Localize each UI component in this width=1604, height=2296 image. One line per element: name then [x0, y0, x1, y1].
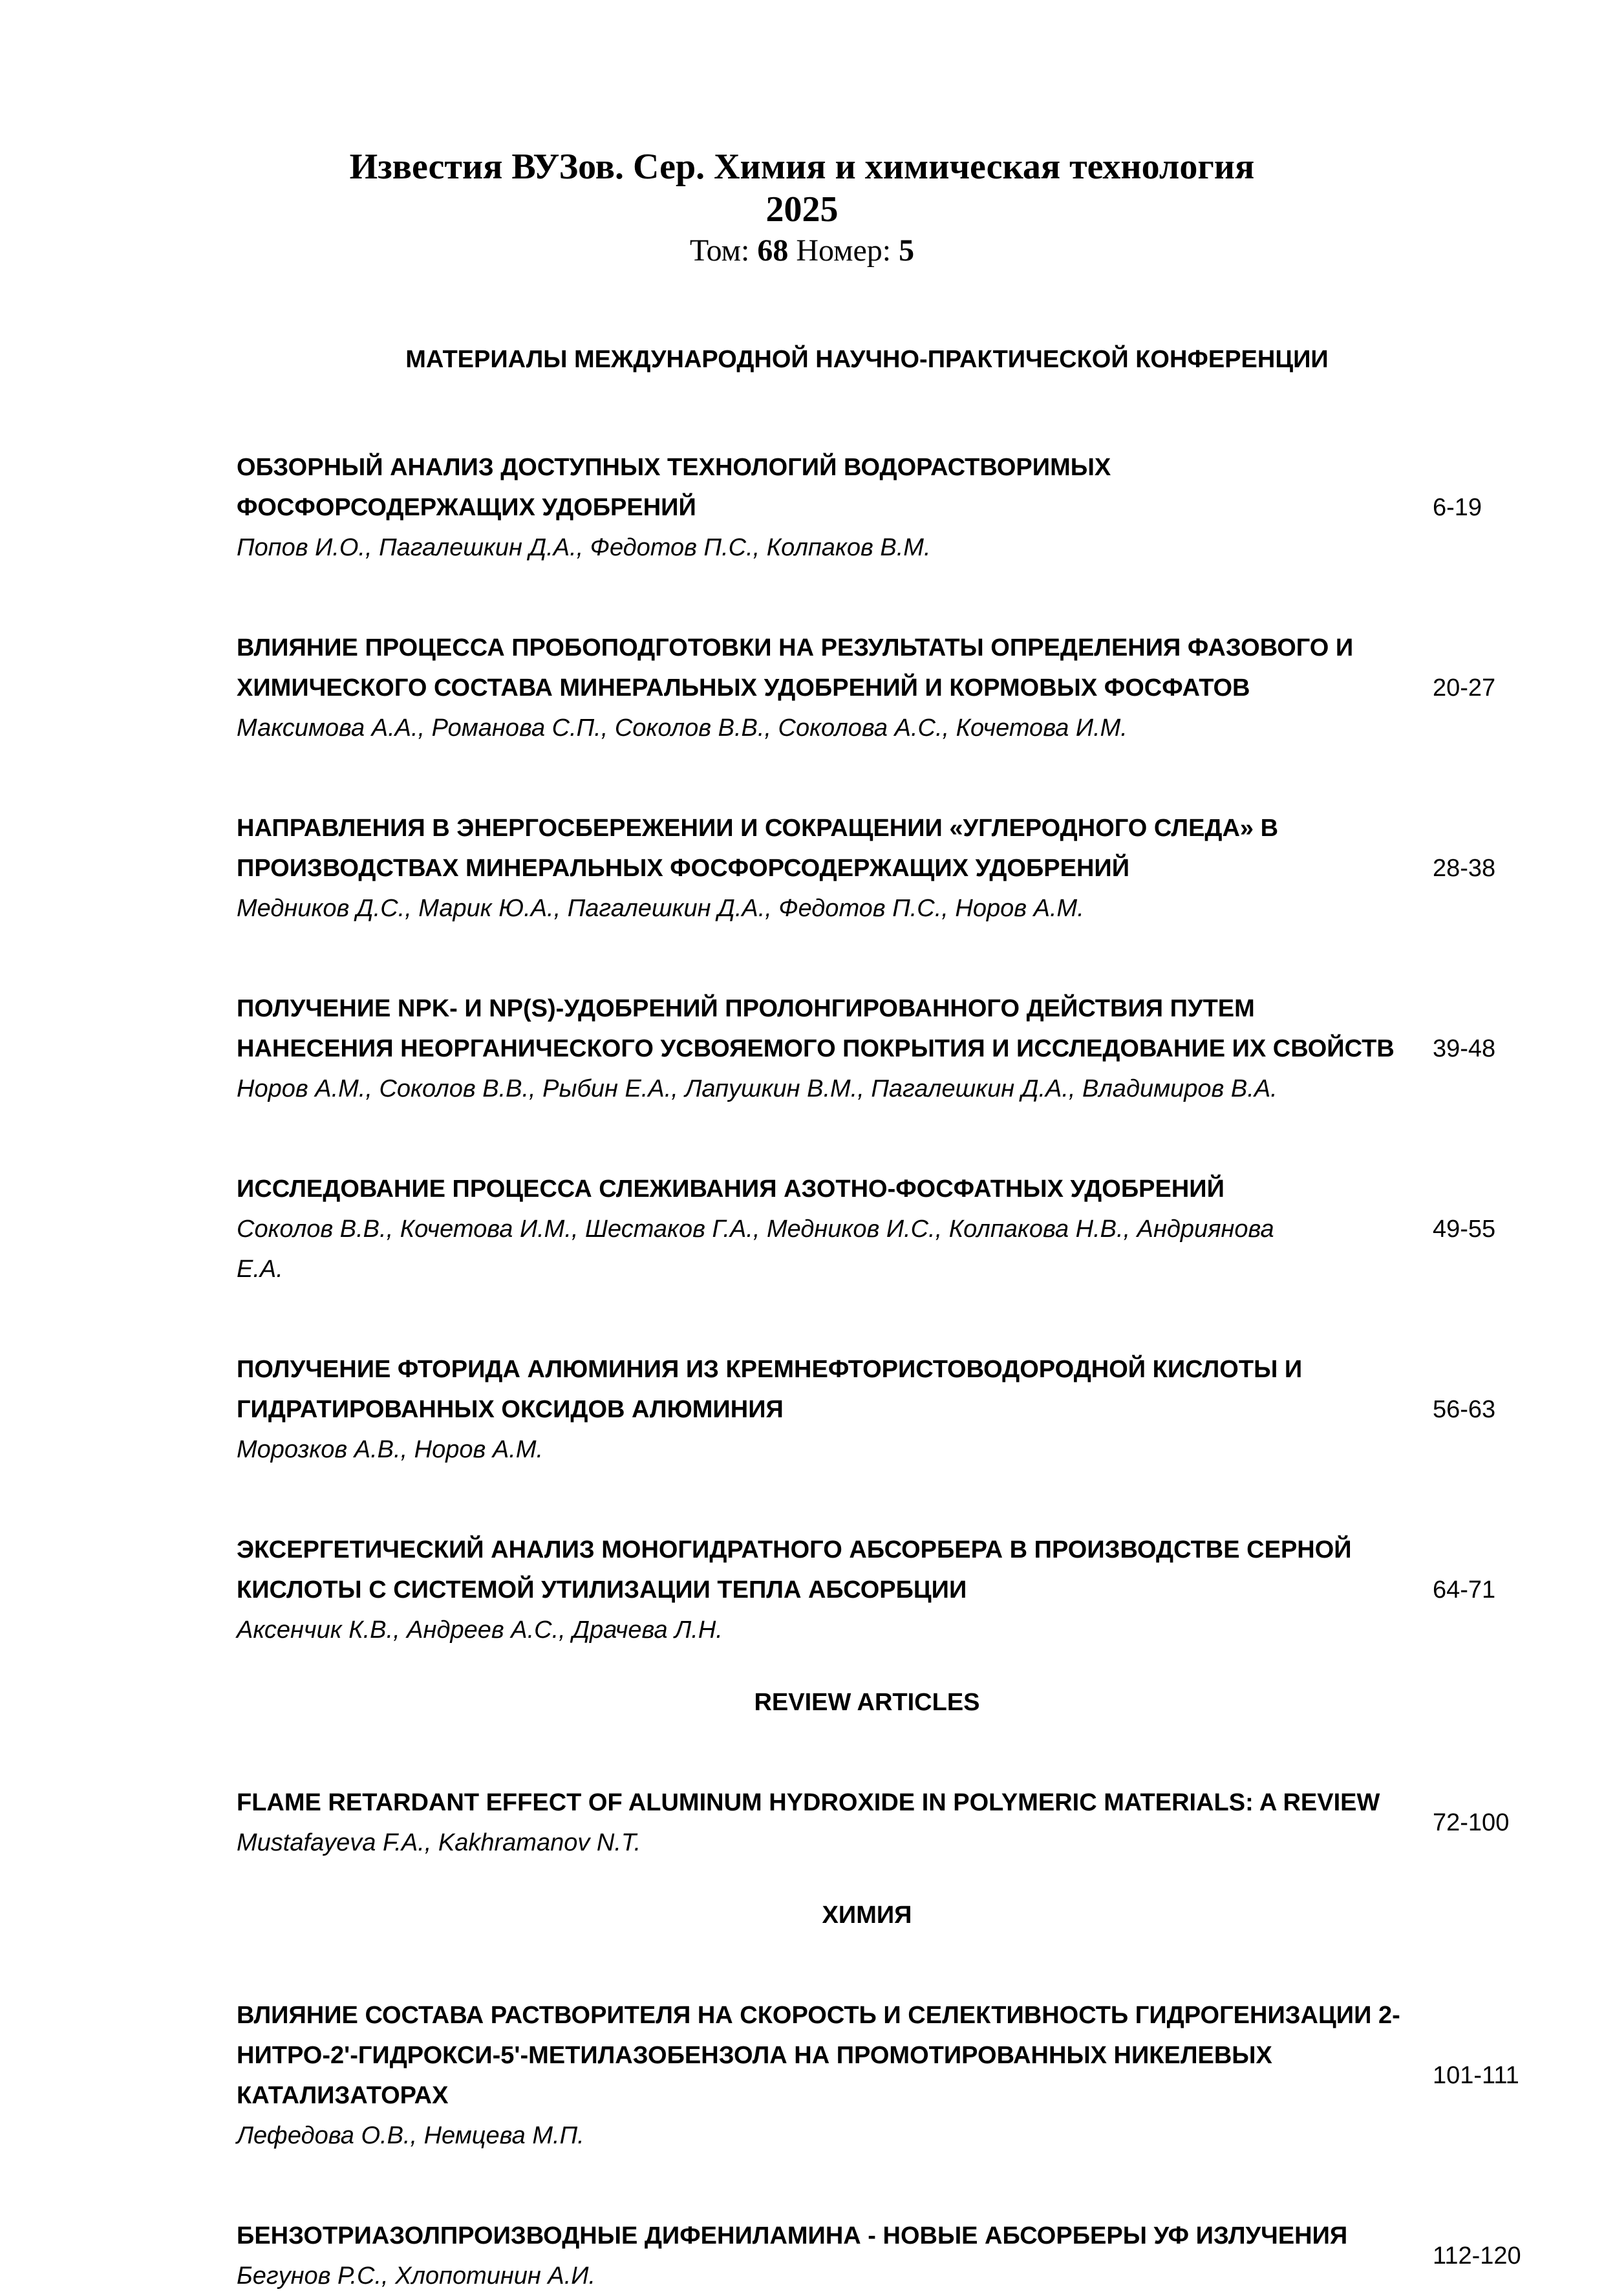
article-authors: Медников Д.С., Марик Ю.А., Пагалешкин Д.А., Федотов П.С., Норов А.М. — [237, 895, 1084, 922]
article-pages: 6-19 — [1433, 494, 1482, 521]
article-title-line[interactable]: КИСЛОТЫ С СИСТЕМОЙ УТИЛИЗАЦИИ ТЕПЛА АБСОРБЦИИ — [237, 1576, 967, 1604]
spacer — [237, 748, 1530, 808]
article-authors: Соколов В.В., Кочетова И.М., Шестаков Г.А., Медников И.С., Колпакова Н.В., Андриянова — [237, 1216, 1274, 1243]
number-value: 5 — [899, 233, 915, 268]
journal-header — [0, 145, 1604, 271]
article-entry[interactable] — [237, 808, 1536, 928]
spacer — [237, 1289, 1530, 1349]
article-pages: 49-55 — [1433, 1216, 1496, 1243]
article-entry[interactable] — [237, 447, 1536, 568]
article-text — [237, 1995, 1417, 2156]
number-label: Номер: — [796, 233, 892, 268]
article-entry[interactable] — [237, 1783, 1536, 1863]
article-title-line[interactable]: ВЛИЯНИЕ СОСТАВА РАСТВОРИТЕЛЯ НА СКОРОСТЬ И СЕЛЕКТИВНОСТЬ ГИДРОГЕНИЗАЦИИ 2- — [237, 2002, 1400, 2029]
article-text — [237, 989, 1417, 1109]
article-title-line[interactable]: ГИДРАТИРОВАННЫХ ОКСИДОВ АЛЮМИНИЯ — [237, 1396, 784, 1423]
article-title-line[interactable]: НАНЕСЕНИЯ НЕОРГАНИЧЕСКОГО УСВОЯЕМОГО ПОКРЫТИЯ И ИССЛЕДОВАНИЕ ИХ СВОЙСТВ — [237, 1035, 1395, 1062]
section-heading: REVIEW ARTICLES — [754, 1689, 980, 1716]
spacer — [237, 1650, 1530, 1682]
spacer — [237, 928, 1530, 989]
article-entry[interactable] — [237, 989, 1536, 1109]
journal-year: 2025 — [765, 189, 839, 230]
article-pages: 101-111 — [1433, 2062, 1519, 2089]
article-pages: 72-100 — [1433, 1809, 1510, 1836]
table-of-contents — [237, 339, 1530, 2296]
article-entry[interactable] — [237, 2216, 1536, 2296]
article-authors: Морозков А.В., Норов А.М. — [237, 1436, 544, 1463]
article-authors: Попов И.О., Пагалешкин Д.А., Федотов П.С., Колпаков В.М. — [237, 534, 931, 561]
article-pages: 64-71 — [1433, 1576, 1496, 1604]
spacer — [237, 2156, 1530, 2216]
article-authors: Е.А. — [237, 1256, 283, 1283]
article-pages: 28-38 — [1433, 855, 1496, 882]
article-entry[interactable] — [237, 1995, 1536, 2156]
volume-number-line — [0, 231, 1604, 271]
article-pages: 20-27 — [1433, 674, 1496, 702]
article-title-line[interactable]: ХИМИЧЕСКОГО СОСТАВА МИНЕРАЛЬНЫХ УДОБРЕНИЙ И КОРМОВЫХ ФОСФАТОВ — [237, 674, 1250, 702]
spacer — [237, 1470, 1530, 1530]
article-authors: Mustafayeva F.A., Kakhramanov N.T. — [237, 1829, 641, 1856]
article-title-line[interactable]: НИТРО-2'-ГИДРОКСИ-5'-МЕТИЛАЗОБЕНЗОЛА НА ПРОМОТИРОВАННЫХ НИКЕЛЕВЫХ — [237, 2042, 1272, 2069]
article-title-line[interactable]: НАПРАВЛЕНИЯ В ЭНЕРГОСБЕРЕЖЕНИИ И СОКРАЩЕНИИ «УГЛЕРОДНОГО СЛЕДА» В — [237, 815, 1279, 842]
article-text — [237, 2216, 1417, 2296]
article-text — [237, 447, 1417, 568]
article-title-line[interactable]: ПОЛУЧЕНИЕ NPK- И NP(S)-УДОБРЕНИЙ ПРОЛОНГИРОВАННОГО ДЕЙСТВИЯ ПУТЕМ — [237, 995, 1255, 1022]
article-title-line[interactable]: ФОСФОРСОДЕРЖАЩИХ УДОБРЕНИЙ — [237, 494, 696, 521]
article-title-line[interactable]: ИССЛЕДОВАНИЕ ПРОЦЕССА СЛЕЖИВАНИЯ АЗОТНО-ФОСФАТНЫХ УДОБРЕНИЙ — [237, 1175, 1224, 1203]
section-heading: МАТЕРИАЛЫ МЕЖДУНАРОДНОЙ НАУЧНО-ПРАКТИЧЕСКОЙ КОНФЕРЕНЦИИ — [405, 346, 1329, 373]
article-text — [237, 1349, 1417, 1470]
article-title-line[interactable]: ПРОИЗВОДСТВАХ МИНЕРАЛЬНЫХ ФОСФОРСОДЕРЖАЩИХ УДОБРЕНИЙ — [237, 855, 1130, 882]
article-title-line[interactable]: ПОЛУЧЕНИЕ ФТОРИДА АЛЮМИНИЯ ИЗ КРЕМНЕФТОРИСТОВОДОРОДНОЙ КИСЛОТЫ И — [237, 1356, 1303, 1383]
journal-title: Известия ВУЗов. Сер. Химия и химическая технология — [349, 147, 1255, 187]
volume-label: Том: — [689, 233, 750, 268]
spacer — [237, 1863, 1530, 1895]
article-title-line[interactable]: ЭКСЕРГЕТИЧЕСКИЙ АНАЛИЗ МОНОГИДРАТНОГО АБСОРБЕРА В ПРОИЗВОДСТВЕ СЕРНОЙ — [237, 1536, 1352, 1563]
article-entry[interactable] — [237, 1349, 1536, 1470]
spacer — [237, 1722, 1530, 1783]
article-entry[interactable] — [237, 1169, 1536, 1289]
article-authors: Аксенчик К.В., Андреев А.С., Драчева Л.Н. — [237, 1616, 723, 1644]
article-authors: Бегунов Р.С., Хлопотинин А.И. — [237, 2262, 596, 2290]
spacer — [237, 568, 1530, 628]
article-text — [237, 1783, 1417, 1863]
article-text — [237, 808, 1417, 928]
spacer — [237, 380, 1530, 447]
article-entry[interactable] — [237, 628, 1536, 748]
article-title-line[interactable]: ОБЗОРНЫЙ АНАЛИЗ ДОСТУПНЫХ ТЕХНОЛОГИЙ ВОДОРАСТВОРИМЫХ — [237, 454, 1111, 481]
article-pages: 56-63 — [1433, 1396, 1496, 1423]
volume-value: 68 — [757, 233, 789, 268]
article-authors: Максимова А.А., Романова С.П., Соколов В.В., Соколова А.С., Кочетова И.М. — [237, 714, 1128, 742]
spacer — [237, 1935, 1530, 1995]
article-authors: Норов А.М., Соколов В.В., Рыбин Е.А., Лапушкин В.М., Пагалешкин Д.А., Владимиров В.А. — [237, 1075, 1278, 1102]
article-text — [237, 1169, 1417, 1289]
article-text — [237, 628, 1417, 748]
article-title-line[interactable]: КАТАЛИЗАТОРАХ — [237, 2082, 449, 2109]
article-text — [237, 1530, 1417, 1650]
article-authors: Лефедова О.В., Немцева М.П. — [237, 2122, 584, 2149]
article-pages: 112-120 — [1433, 2242, 1521, 2269]
article-pages: 39-48 — [1433, 1035, 1496, 1062]
article-title-line[interactable]: БЕНЗОТРИАЗОЛПРОИЗВОДНЫЕ ДИФЕНИЛАМИНА - НОВЫЕ АБСОРБЕРЫ УФ ИЗЛУЧЕНИЯ — [237, 2222, 1348, 2249]
article-entry[interactable] — [237, 1530, 1536, 1650]
article-title-line[interactable]: ВЛИЯНИЕ ПРОЦЕССА ПРОБОПОДГОТОВКИ НА РЕЗУЛЬТАТЫ ОПРЕДЕЛЕНИЯ ФАЗОВОГО И — [237, 634, 1354, 661]
spacer — [237, 1109, 1530, 1169]
article-title-line[interactable]: FLAME RETARDANT EFFECT OF ALUMINUM HYDROXIDE IN POLYMERIC MATERIALS: A REVIEW — [237, 1789, 1380, 1816]
section-heading: ХИМИЯ — [822, 1902, 912, 1929]
